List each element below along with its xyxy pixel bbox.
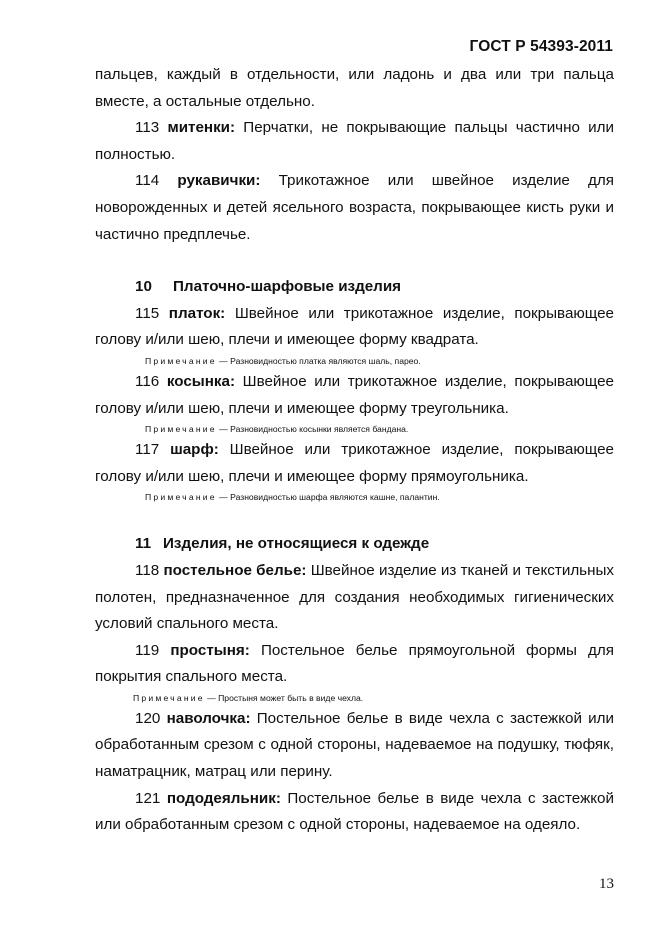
term-name: наволочка:: [166, 709, 251, 727]
term-definition: Швейное или трикотажное изделие, покрывающее голову и/или шею, плечи и имеющее форму треугольника.: [95, 372, 614, 417]
note-text: — Разновидностью шарфа являются кашне, палантин.: [216, 492, 440, 503]
term-definition: Швейное или трикотажное изделие, покрывающее голову и/или шею, плечи и имеющее форму квадрата.: [95, 304, 614, 349]
note-label: Примечание: [145, 492, 217, 503]
term-entry-114: [95, 168, 614, 248]
note-text: — Разновидностью платка являются шаль, парео.: [216, 355, 421, 366]
note-117: [95, 489, 614, 505]
entry-number: 119: [135, 641, 160, 659]
entry-number: 120: [135, 709, 161, 727]
document-body: [95, 62, 614, 839]
term-entry-118: [95, 558, 614, 638]
term-entry-119: [95, 638, 614, 691]
term-name: платок:: [168, 304, 226, 322]
entry-number: 117: [135, 441, 160, 459]
note-label: Примечание: [133, 692, 205, 703]
entry-number: 114: [135, 172, 160, 190]
term-entry-121: [95, 786, 614, 839]
note-text: — Разновидностью косынки является бандана.: [216, 424, 409, 435]
note-label: Примечание: [145, 355, 217, 366]
note-label: Примечание: [145, 424, 217, 435]
term-name: простыня:: [170, 641, 250, 659]
entry-number: 115: [135, 304, 160, 322]
note-119: [95, 690, 614, 706]
entry-number: 116: [135, 372, 160, 390]
term-entry-116: [95, 369, 614, 422]
term-definition: Постельное белье в виде чехла с застежкой или обработанным срезом с одной стороны, надеваемое на подушку, тюфяк, наматрацник, матрац или перину.: [95, 709, 614, 781]
section-number: 11: [135, 535, 152, 553]
term-definition: Швейное изделие из тканей и текстильных полотен, предназначенное для создания необходимых гигиенических условий спального места.: [95, 561, 614, 633]
term-definition: Постельное белье прямоугольной формы для покрытия спального места.: [95, 641, 614, 686]
note-116: [95, 421, 614, 437]
term-entry-115: [95, 301, 614, 354]
entry-number: 121: [135, 789, 161, 807]
page-number: 13: [599, 876, 614, 892]
term-name: шарф:: [170, 441, 219, 459]
term-entry-113: [95, 115, 614, 168]
entry-number: 113: [135, 119, 160, 137]
term-name: митенки:: [167, 119, 236, 137]
term-definition: Трикотажное или швейное изделие для новорожденных и детей ясельного возраста, покрывающее кисть руки и частично предплечье.: [95, 172, 614, 243]
term-entry-120: [95, 706, 614, 786]
term-name: пододеяльник:: [166, 789, 281, 807]
document-code: ГОСТ Р 54393-2011: [469, 38, 613, 55]
continuation-paragraph: пальцев, каждый в отдельности, или ладонь и два или три пальца вместе, а остальные отдельно.: [95, 66, 614, 110]
term-name: постельное белье:: [163, 561, 307, 579]
term-definition: Швейное или трикотажное изделие, покрывающее голову и/или шею, плечи и имеющее форму прямоугольника.: [95, 441, 614, 485]
section-title: Изделия, не относящиеся к одежде: [163, 535, 430, 553]
term-name: косынка:: [166, 372, 236, 390]
section-number: 10: [135, 278, 152, 296]
note-115: [95, 353, 614, 369]
entry-number: 118: [135, 561, 160, 579]
section-heading-10: [95, 274, 614, 301]
term-definition: Перчатки, не покрывающие пальцы частично или полностью.: [95, 119, 614, 163]
section-title: Платочно-шарфовые изделия: [173, 278, 402, 296]
note-text: — Простыня может быть в виде чехла.: [204, 692, 364, 703]
term-definition: Постельное белье в виде чехла с застежкой или обработанным срезом с одной стороны, надеваемое на одеяло.: [95, 789, 614, 834]
term-entry-117: [95, 437, 614, 490]
section-heading-11: [95, 531, 614, 558]
term-name: рукавички:: [177, 172, 261, 190]
